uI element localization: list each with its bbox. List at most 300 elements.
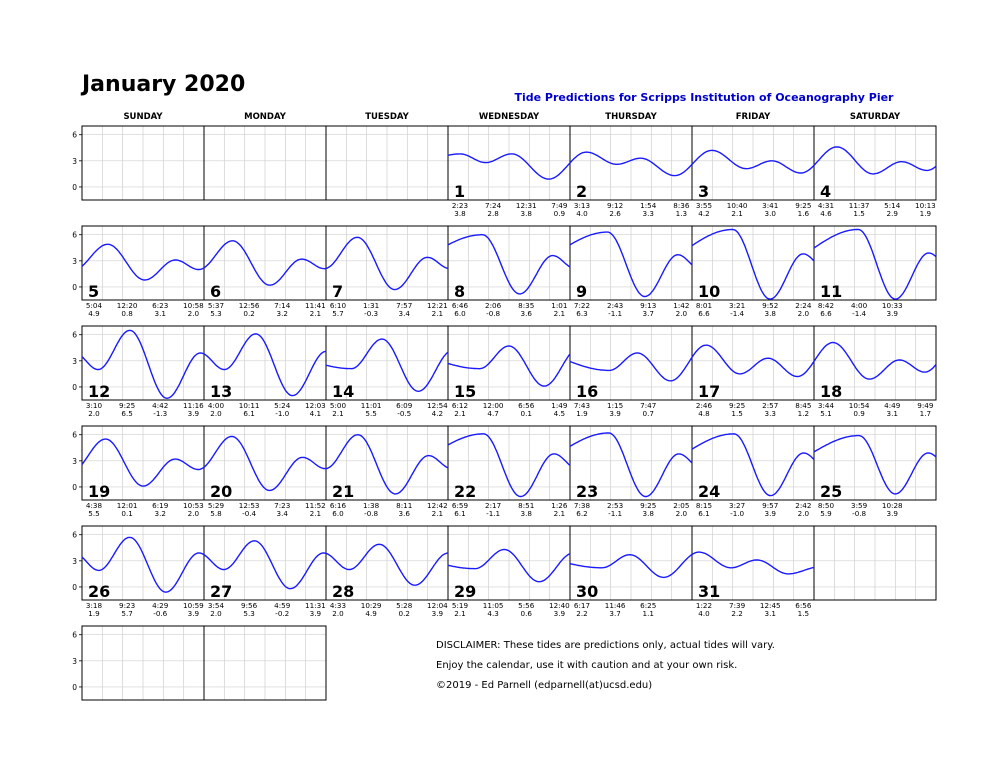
extreme-height: 1.2 — [797, 409, 810, 418]
day-number: 4 — [820, 182, 832, 201]
extreme-height: 2.0 — [332, 609, 344, 618]
extreme-height: 4.1 — [309, 409, 322, 418]
extreme-height: 0.1 — [520, 409, 532, 418]
extreme-height: 3.2 — [154, 509, 166, 518]
extreme-height: 1.9 — [576, 409, 588, 418]
extreme-height: 2.0 — [797, 509, 810, 518]
extreme-height: 3.8 — [642, 509, 654, 518]
extreme-time: 11:16 — [183, 401, 204, 410]
y-tick-label: 6 — [72, 230, 77, 240]
extreme-height: 4.2 — [431, 409, 444, 418]
extreme-time: 2:46 — [695, 401, 713, 410]
extreme-height: 2.1 — [553, 509, 566, 518]
extreme-time: 1:01 — [551, 301, 568, 310]
extreme-time: 3:59 — [851, 501, 868, 510]
dayname-wednesday: WEDNESDAY — [478, 112, 540, 122]
extreme-height: 2.1 — [431, 509, 444, 518]
extreme-height: 3.9 — [886, 509, 898, 518]
extreme-height: 5.5 — [88, 509, 100, 518]
dayname-friday: FRIDAY — [735, 112, 771, 122]
day-number: 31 — [698, 582, 721, 601]
extreme-height: 0.2 — [398, 609, 410, 618]
extreme-time: 4:33 — [329, 601, 347, 610]
day-number: 8 — [454, 282, 466, 301]
extreme-time: 9:25 — [729, 401, 746, 410]
extreme-height: 6.0 — [332, 509, 344, 518]
extreme-height: 2.0 — [187, 509, 200, 518]
extreme-time: 4:00 — [851, 301, 868, 310]
y-tick-label: 6 — [72, 330, 77, 340]
extreme-height: 4.6 — [820, 209, 832, 218]
extreme-time: 5:56 — [518, 601, 535, 610]
extreme-height: 2.2 — [731, 609, 743, 618]
extreme-height: 2.0 — [797, 309, 810, 318]
extreme-height: 2.0 — [675, 309, 688, 318]
dayname-thursday: THURSDAY — [605, 112, 657, 122]
extreme-height: 3.1 — [886, 409, 898, 418]
extreme-time: 4:38 — [85, 501, 103, 510]
extreme-time: 12:04 — [427, 601, 448, 610]
extreme-time: 6:17 — [573, 601, 591, 610]
extreme-time: 3:13 — [573, 201, 591, 210]
extreme-time: 1:31 — [363, 301, 380, 310]
extreme-time: 10:11 — [238, 401, 260, 410]
day-number: 1 — [454, 182, 466, 201]
extreme-height: 5.8 — [210, 509, 222, 518]
extreme-time: 4:00 — [207, 401, 225, 410]
y-tick-label: 0 — [72, 482, 77, 492]
extreme-time: 2:43 — [607, 301, 624, 310]
extreme-height: 3.8 — [454, 209, 466, 218]
extreme-time: 2:53 — [607, 501, 624, 510]
extreme-height: 5.1 — [820, 409, 832, 418]
extreme-time: 10:29 — [360, 601, 382, 610]
extreme-time: 3:27 — [729, 501, 746, 510]
extreme-height: 3.3 — [764, 409, 776, 418]
extreme-height: 2.1 — [332, 409, 344, 418]
day-number: 12 — [88, 382, 111, 401]
extreme-time: 12:03 — [305, 401, 326, 410]
extreme-time: 6:56 — [795, 601, 812, 610]
extreme-time: 5:00 — [329, 401, 347, 410]
extreme-height: 2.8 — [487, 209, 499, 218]
y-tick-label: 0 — [72, 682, 77, 692]
extreme-height: 1.5 — [797, 609, 810, 618]
extreme-time: 10:28 — [881, 501, 903, 510]
extreme-time: 12:53 — [238, 501, 260, 510]
extreme-height: -0.8 — [852, 509, 867, 518]
extreme-time: 10:40 — [726, 201, 748, 210]
extreme-time: 12:54 — [427, 401, 448, 410]
extreme-height: 0.2 — [243, 309, 255, 318]
extreme-height: 5.5 — [365, 409, 377, 418]
extreme-time: 9:25 — [640, 501, 657, 510]
extreme-time: 7:22 — [573, 301, 591, 310]
extreme-time: 4:29 — [152, 601, 169, 610]
extreme-time: 11:31 — [305, 601, 326, 610]
extreme-height: 3.7 — [642, 309, 654, 318]
extreme-time: 11:01 — [360, 401, 382, 410]
extreme-time: 9:25 — [795, 201, 812, 210]
extreme-height: -1.0 — [730, 509, 745, 518]
day-number: 6 — [210, 282, 222, 301]
day-number: 3 — [698, 182, 710, 201]
dayname-monday: MONDAY — [244, 112, 286, 122]
extreme-time: 10:54 — [848, 401, 870, 410]
extreme-time: 2:57 — [762, 401, 779, 410]
extreme-time: 6:16 — [329, 501, 347, 510]
extreme-time: 8:45 — [795, 401, 812, 410]
extreme-time: 2:42 — [795, 501, 812, 510]
extreme-time: 7:24 — [485, 201, 502, 210]
extreme-time: 10:33 — [881, 301, 903, 310]
day-number: 11 — [820, 282, 843, 301]
dayname-sunday: SUNDAY — [123, 112, 163, 122]
extreme-height: 2.2 — [576, 609, 588, 618]
dayname-tuesday: TUESDAY — [365, 112, 409, 122]
extreme-height: -0.6 — [153, 609, 168, 618]
extreme-height: 3.2 — [276, 309, 288, 318]
extreme-height: 5.3 — [210, 309, 222, 318]
extreme-height: -1.1 — [608, 509, 623, 518]
extreme-height: -1.3 — [153, 409, 168, 418]
extreme-time: 12:56 — [238, 301, 260, 310]
y-tick-label: 3 — [72, 556, 77, 566]
extreme-height: 3.8 — [520, 209, 532, 218]
extreme-time: 8:50 — [817, 501, 835, 510]
extreme-time: 9:13 — [640, 301, 657, 310]
extreme-time: 6:46 — [451, 301, 469, 310]
extreme-height: 3.8 — [764, 309, 776, 318]
extreme-height: 0.9 — [553, 209, 566, 218]
extreme-height: 3.9 — [553, 609, 566, 618]
extreme-height: 3.9 — [431, 609, 444, 618]
extreme-time: 2:23 — [451, 201, 469, 210]
extreme-time: 4:59 — [274, 601, 291, 610]
extreme-time: 12:20 — [116, 301, 138, 310]
extreme-time: 3:55 — [695, 201, 713, 210]
extreme-height: 1.5 — [731, 409, 743, 418]
extreme-time: 7:14 — [274, 301, 291, 310]
extreme-height: 5.9 — [820, 509, 832, 518]
extreme-height: 5.3 — [243, 609, 255, 618]
extreme-time: 5:37 — [207, 301, 225, 310]
day-number: 13 — [210, 382, 233, 401]
extreme-time: 6:56 — [518, 401, 535, 410]
day-number: 21 — [332, 482, 355, 501]
extreme-height: 5.7 — [121, 609, 133, 618]
extreme-time: 10:53 — [183, 501, 204, 510]
day-number: 14 — [332, 382, 355, 401]
extreme-height: -0.8 — [364, 509, 379, 518]
extreme-height: 3.0 — [764, 209, 776, 218]
extreme-height: 6.2 — [576, 509, 588, 518]
extreme-height: 3.9 — [764, 509, 776, 518]
extreme-time: 8:51 — [518, 501, 535, 510]
y-tick-label: 0 — [72, 182, 77, 192]
extreme-time: 11:41 — [305, 301, 326, 310]
extreme-time: 8:11 — [396, 501, 413, 510]
extreme-time: 7:49 — [551, 201, 568, 210]
day-number: 20 — [210, 482, 233, 501]
extreme-height: 2.0 — [187, 309, 200, 318]
extreme-height: 3.9 — [609, 409, 621, 418]
extreme-height: 2.9 — [886, 209, 898, 218]
y-tick-label: 6 — [72, 130, 77, 140]
day-number: 26 — [88, 582, 111, 601]
y-tick-label: 3 — [72, 456, 77, 466]
extreme-height: 2.0 — [675, 509, 688, 518]
extreme-time: 8:35 — [518, 301, 535, 310]
y-tick-label: 0 — [72, 282, 77, 292]
extreme-time: 12:42 — [427, 501, 448, 510]
extreme-time: 12:00 — [482, 401, 504, 410]
extreme-height: -1.1 — [608, 309, 623, 318]
day-number: 29 — [454, 582, 477, 601]
extreme-time: 10:59 — [183, 601, 204, 610]
day-number: 15 — [454, 382, 477, 401]
day-number: 9 — [576, 282, 588, 301]
day-number: 24 — [698, 482, 721, 501]
extreme-time: 4:42 — [152, 401, 169, 410]
extreme-height: 4.0 — [576, 209, 588, 218]
extreme-time: 9:23 — [119, 601, 136, 610]
extreme-height: 0.9 — [853, 409, 865, 418]
extreme-time: 1:54 — [640, 201, 657, 210]
extreme-height: 4.9 — [88, 309, 100, 318]
extreme-height: 3.4 — [276, 509, 288, 518]
extreme-time: 12:45 — [759, 601, 781, 610]
extreme-time: 9:56 — [241, 601, 258, 610]
disclaimer-line-2: Enjoy the calendar, use it with caution and at your own risk. — [436, 660, 738, 671]
dayname-saturday: SATURDAY — [849, 112, 901, 122]
extreme-height: 2.1 — [553, 309, 566, 318]
y-tick-label: 3 — [72, 356, 77, 366]
extreme-height: 3.9 — [309, 609, 322, 618]
extreme-time: 6:09 — [396, 401, 413, 410]
extreme-height: -0.8 — [486, 309, 501, 318]
day-number: 23 — [576, 482, 599, 501]
extreme-time: 3:21 — [729, 301, 746, 310]
day-number: 17 — [698, 382, 721, 401]
extreme-height: -1.0 — [275, 409, 290, 418]
extreme-height: -0.2 — [275, 609, 290, 618]
extreme-height: 4.8 — [698, 409, 710, 418]
extreme-time: 1:38 — [363, 501, 380, 510]
y-tick-label: 6 — [72, 530, 77, 540]
extreme-time: 7:57 — [396, 301, 413, 310]
extreme-time: 6:59 — [451, 501, 469, 510]
extreme-time: 5:24 — [274, 401, 291, 410]
extreme-height: 4.5 — [553, 409, 566, 418]
extreme-time: 6:10 — [329, 301, 347, 310]
y-tick-label: 0 — [72, 582, 77, 592]
extreme-height: 6.1 — [454, 509, 466, 518]
extreme-time: 3:44 — [817, 401, 835, 410]
extreme-height: 1.7 — [919, 409, 932, 418]
extreme-height: 1.3 — [675, 209, 688, 218]
day-number: 30 — [576, 582, 599, 601]
extreme-time: 10:58 — [183, 301, 204, 310]
extreme-time: 11:05 — [482, 601, 504, 610]
extreme-height: 2.0 — [210, 609, 222, 618]
extreme-height: 3.6 — [398, 509, 410, 518]
extreme-time: 4:31 — [817, 201, 835, 210]
extreme-time: 2:24 — [795, 301, 812, 310]
extreme-height: -0.4 — [242, 509, 257, 518]
extreme-height: 2.1 — [309, 509, 322, 518]
extreme-height: 3.1 — [154, 309, 166, 318]
extreme-time: 3:10 — [85, 401, 103, 410]
extreme-height: -1.1 — [486, 509, 501, 518]
extreme-height: 2.1 — [731, 209, 743, 218]
extreme-height: 2.0 — [210, 409, 222, 418]
extreme-time: 6:23 — [152, 301, 169, 310]
extreme-time: 8:42 — [817, 301, 835, 310]
extreme-height: 0.6 — [520, 609, 532, 618]
day-number: 7 — [332, 282, 344, 301]
extreme-time: 1:15 — [607, 401, 624, 410]
extreme-time: 5:04 — [85, 301, 103, 310]
extreme-height: 3.3 — [642, 209, 654, 218]
extreme-height: 3.9 — [187, 609, 200, 618]
extreme-time: 12:31 — [515, 201, 537, 210]
extreme-time: 9:57 — [762, 501, 779, 510]
extreme-time: 6:25 — [640, 601, 657, 610]
extreme-time: 8:01 — [695, 301, 713, 310]
extreme-time: 9:25 — [119, 401, 136, 410]
extreme-time: 12:21 — [427, 301, 448, 310]
y-tick-label: 0 — [72, 382, 77, 392]
extreme-time: 2:05 — [673, 501, 690, 510]
extreme-height: 3.9 — [886, 309, 898, 318]
extreme-time: 6:12 — [451, 401, 469, 410]
extreme-height: 0.7 — [642, 409, 654, 418]
calendar-title: January 2020 — [82, 72, 246, 97]
extreme-height: 1.6 — [797, 209, 810, 218]
extreme-time: 6:19 — [152, 501, 169, 510]
extreme-height: 3.9 — [187, 409, 200, 418]
extreme-time: 10:13 — [915, 201, 936, 210]
extreme-height: 1.1 — [642, 609, 654, 618]
extreme-time: 9:12 — [607, 201, 624, 210]
day-number: 19 — [88, 482, 111, 501]
extreme-time: 7:38 — [573, 501, 591, 510]
extreme-time: 7:43 — [573, 401, 591, 410]
day-number: 27 — [210, 582, 233, 601]
extreme-height: -0.3 — [364, 309, 379, 318]
y-tick-label: 3 — [72, 256, 77, 266]
extreme-time: 7:47 — [640, 401, 657, 410]
extreme-time: 8:15 — [695, 501, 713, 510]
extreme-time: 8:36 — [673, 201, 690, 210]
extreme-height: 3.8 — [520, 509, 532, 518]
extreme-time: 3:18 — [85, 601, 103, 610]
extreme-height: 6.1 — [243, 409, 255, 418]
extreme-height: 2.1 — [431, 309, 444, 318]
extreme-height: 3.4 — [398, 309, 410, 318]
extreme-height: 6.0 — [454, 309, 466, 318]
extreme-height: 4.9 — [365, 609, 377, 618]
y-tick-label: 3 — [72, 656, 77, 666]
extreme-time: 7:39 — [729, 601, 746, 610]
extreme-time: 5:28 — [396, 601, 413, 610]
extreme-time: 1:42 — [673, 301, 690, 310]
extreme-height: 4.7 — [487, 409, 499, 418]
extreme-time: 5:19 — [451, 601, 469, 610]
day-number: 5 — [88, 282, 100, 301]
extreme-time: 9:52 — [762, 301, 779, 310]
extreme-time: 9:49 — [917, 401, 934, 410]
extreme-height: 4.2 — [698, 209, 710, 218]
extreme-time: 2:06 — [485, 301, 502, 310]
extreme-height: 0.1 — [121, 509, 133, 518]
extreme-time: 3:54 — [207, 601, 225, 610]
extreme-time: 5:29 — [207, 501, 225, 510]
extreme-time: 5:14 — [884, 201, 901, 210]
extreme-height: 2.0 — [88, 409, 100, 418]
extreme-time: 1:26 — [551, 501, 568, 510]
extreme-height: 6.5 — [121, 409, 133, 418]
chart-subtitle: Tide Predictions for Scripps Institution of Oceanography Pier — [514, 91, 894, 104]
extreme-height: 0.8 — [121, 309, 133, 318]
extreme-time: 11:52 — [305, 501, 326, 510]
extreme-time: 3:41 — [762, 201, 779, 210]
extreme-time: 1:22 — [695, 601, 713, 610]
extreme-height: 5.7 — [332, 309, 344, 318]
extreme-height: -1.4 — [852, 309, 867, 318]
extreme-time: 12:40 — [549, 601, 570, 610]
day-number: 10 — [698, 282, 721, 301]
extreme-time: 2:17 — [485, 501, 502, 510]
extreme-height: 3.1 — [764, 609, 776, 618]
extreme-height: -1.4 — [730, 309, 745, 318]
extreme-height: 1.9 — [919, 209, 932, 218]
extreme-time: 7:23 — [274, 501, 291, 510]
disclaimer-line-1: DISCLAIMER: These tides are predictions only, actual tides will vary. — [436, 640, 775, 651]
y-tick-label: 6 — [72, 630, 77, 640]
extreme-height: 3.6 — [520, 309, 532, 318]
extreme-height: 4.0 — [698, 609, 710, 618]
extreme-height: 6.6 — [820, 309, 832, 318]
extreme-height: 2.1 — [454, 609, 466, 618]
day-number: 16 — [576, 382, 599, 401]
extreme-height: 2.6 — [609, 209, 621, 218]
extreme-height: 4.3 — [487, 609, 499, 618]
extreme-height: -0.5 — [397, 409, 412, 418]
extreme-time: 4:49 — [884, 401, 901, 410]
extreme-height: 6.3 — [576, 309, 588, 318]
extreme-height: 6.1 — [698, 509, 710, 518]
extreme-height: 1.9 — [88, 609, 100, 618]
day-number: 28 — [332, 582, 355, 601]
y-tick-label: 3 — [72, 156, 77, 166]
day-number: 22 — [454, 482, 477, 501]
extreme-height: 3.7 — [609, 609, 621, 618]
extreme-height: 2.1 — [309, 309, 322, 318]
day-number: 18 — [820, 382, 843, 401]
extreme-height: 2.1 — [454, 409, 466, 418]
extreme-height: 1.5 — [853, 209, 865, 218]
day-number: 2 — [576, 182, 588, 201]
copyright-line: ©2019 - Ed Parnell (edparnell(at)ucsd.edu) — [436, 680, 653, 691]
extreme-time: 1:49 — [551, 401, 568, 410]
day-number: 25 — [820, 482, 843, 501]
extreme-time: 12:01 — [116, 501, 138, 510]
extreme-height: 6.6 — [698, 309, 710, 318]
extreme-time: 11:46 — [604, 601, 626, 610]
extreme-time: 11:37 — [848, 201, 870, 210]
